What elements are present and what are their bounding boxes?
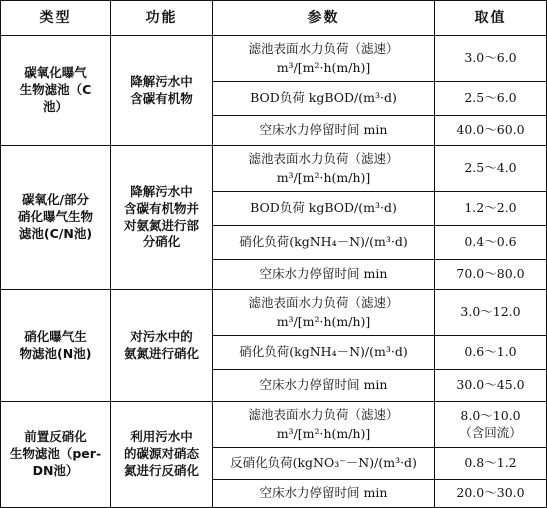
type-line: 碳氧化/部分 [21, 192, 90, 208]
value-line: 8.0～10.0 [460, 407, 521, 423]
parameter-cell [213, 36, 435, 82]
value-cell [435, 146, 547, 192]
type-line: 生物滤池（C [19, 82, 92, 98]
function-line: 分硝化 [142, 234, 181, 250]
parameter-line: 滤池表面水力负荷（滤速） [248, 407, 399, 423]
type-line: 硝化曝气生物 [17, 209, 93, 225]
function-line: 氮进行反硝化 [123, 462, 199, 478]
value-cell [435, 448, 547, 480]
type-line: DN池） [32, 462, 79, 478]
value-line: 70.0～80.0 [456, 266, 525, 282]
header-row [1, 1, 547, 36]
parameter-cell [213, 82, 435, 116]
parameter-line: BOD负荷 kgBOD/(m³·d) [250, 200, 397, 216]
value-cell [435, 480, 547, 508]
type-line: 碳氧化曝气 [24, 65, 87, 81]
parameter-cell [213, 116, 435, 146]
value-line: 3.0～12.0 [460, 304, 521, 320]
type-line: 硝化曝气生 [24, 328, 87, 344]
type-cell [1, 402, 111, 508]
parameter-cell [213, 480, 435, 508]
value-line: 1.2～2.0 [464, 200, 517, 216]
function-line: 的碳源对硝态 [123, 446, 199, 462]
parameter-cell [213, 290, 435, 336]
parameter-line: BOD负荷 kgBOD/(m³·d) [250, 90, 397, 106]
parameter-line: m³/[m²·h(m/h)] [276, 59, 371, 75]
function-cell [111, 290, 213, 402]
function-line: 降解污水中 [130, 73, 193, 89]
header-function: 功能 [111, 1, 213, 36]
function-line: 对污水中的 [130, 328, 193, 344]
value-cell [435, 226, 547, 260]
value-line: 30.0～45.0 [456, 377, 525, 393]
function-cell [111, 402, 213, 508]
value-line: 40.0～60.0 [456, 122, 525, 138]
parameter-line: m³/[m²·h(m/h)] [276, 313, 371, 329]
type-line: 前置反硝化 [24, 429, 87, 445]
parameter-line: 滤池表面水力负荷（滤速） [248, 151, 399, 167]
type-cell [1, 290, 111, 402]
value-cell [435, 336, 547, 370]
parameter-cell [213, 336, 435, 370]
function-line: 利用污水中 [130, 429, 193, 445]
value-line: 0.4～0.6 [464, 234, 517, 250]
value-line: （含回流） [459, 424, 522, 440]
value-cell [435, 36, 547, 82]
parameter-line: 硝化负荷(kgNH₄－N)/(m³·d) [239, 344, 408, 360]
value-line: 3.0～6.0 [464, 50, 517, 66]
parameter-line: 滤池表面水力负荷（滤速） [248, 41, 399, 57]
parameter-line: 空床水力停留时间 min [259, 377, 388, 393]
value-line: 2.5～4.0 [464, 160, 517, 176]
function-line: 含碳有机物 [130, 90, 193, 106]
parameter-line: 反硝化负荷(kgNO₃⁻－N)/(m³·d) [230, 455, 417, 471]
header-value: 取值 [435, 1, 547, 36]
table-row [1, 402, 547, 448]
value-line: 0.6～1.0 [464, 344, 517, 360]
type-line: 生物滤池（per- [9, 446, 102, 462]
parameter-cell [213, 226, 435, 260]
parameter-line: 硝化负荷(kgNH₄－N)/(m³·d) [239, 234, 408, 250]
type-line: 池） [42, 98, 68, 114]
parameter-line: 空床水力停留时间 min [259, 266, 388, 282]
value-line: 20.0～30.0 [456, 485, 525, 501]
parameter-line: m³/[m²·h(m/h)] [276, 169, 371, 185]
parameter-cell [213, 402, 435, 448]
table-body [1, 36, 547, 508]
parameter-cell [213, 370, 435, 402]
function-cell [111, 146, 213, 290]
function-line: 降解污水中 [130, 183, 193, 199]
type-cell [1, 146, 111, 290]
function-line: 对氨氮进行部 [123, 217, 199, 233]
parameter-line: 滤池表面水力负荷（滤速） [248, 295, 399, 311]
parameter-cell [213, 260, 435, 290]
function-line: 氨氮进行硝化 [123, 345, 199, 361]
value-line: 2.5～6.0 [464, 90, 517, 106]
value-cell [435, 260, 547, 290]
value-cell [435, 82, 547, 116]
value-line: 0.8～1.2 [464, 455, 517, 471]
table-row [1, 146, 547, 192]
value-cell [435, 290, 547, 336]
value-cell [435, 402, 547, 448]
value-cell [435, 192, 547, 226]
header-type: 类型 [1, 1, 111, 36]
parameter-cell [213, 192, 435, 226]
table-row [1, 290, 547, 336]
type-cell [1, 36, 111, 146]
table-row [1, 36, 547, 82]
parameter-line: 空床水力停留时间 min [259, 122, 388, 138]
header-params: 参数 [213, 1, 435, 36]
type-line: 物滤池(N池) [19, 345, 92, 361]
function-cell [111, 36, 213, 146]
parameter-cell [213, 448, 435, 480]
value-cell [435, 370, 547, 402]
function-line: 含碳有机物并 [123, 200, 199, 216]
type-line: 滤池(C/N池) [18, 225, 93, 241]
value-cell [435, 116, 547, 146]
parameter-line: 空床水力停留时间 min [259, 485, 388, 501]
parameter-line: m³/[m²·h(m/h)] [276, 425, 371, 441]
parameter-cell [213, 146, 435, 192]
